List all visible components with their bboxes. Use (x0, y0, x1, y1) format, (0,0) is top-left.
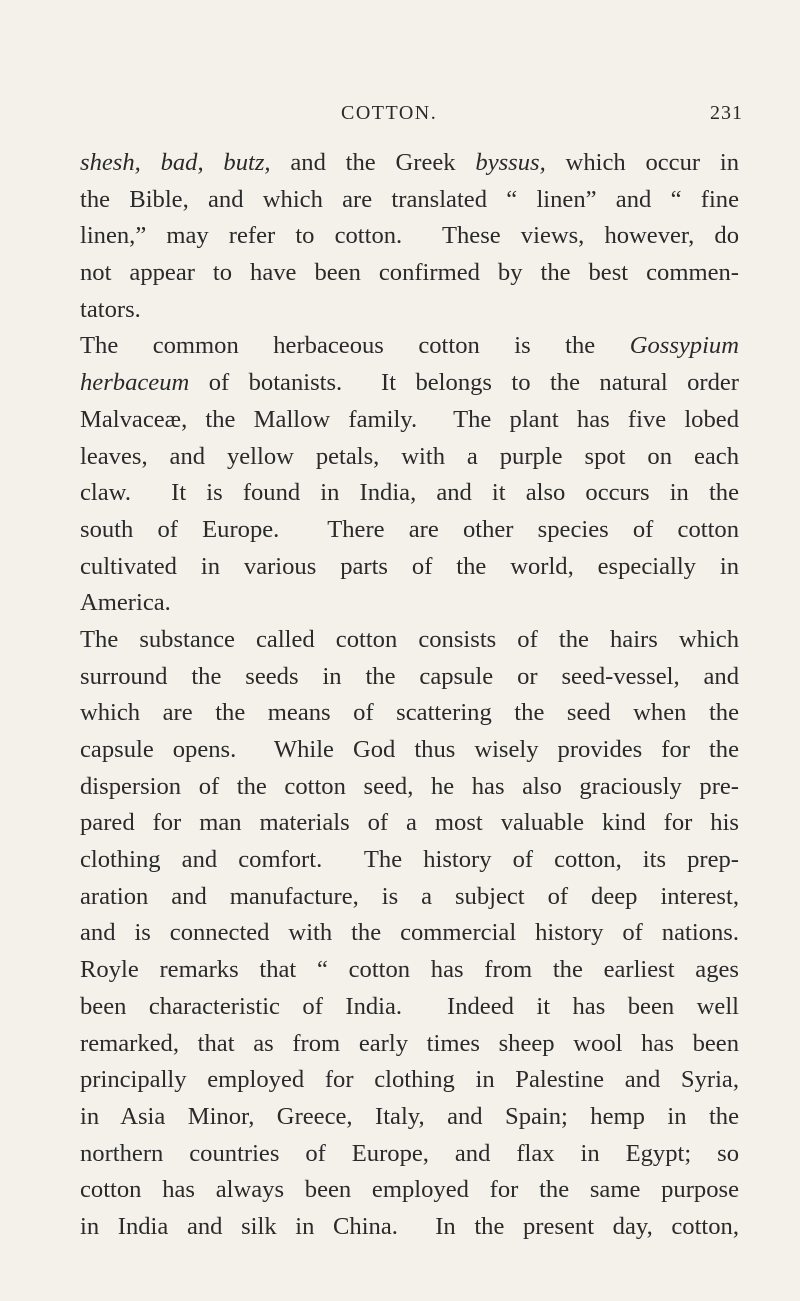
text-run: Malvaceæ, the Mallow family. The plant has five lobed (80, 405, 739, 433)
text-run: pared for man materials of a most valuable kind for his (80, 809, 739, 837)
italic-text: herbaceum (80, 369, 190, 397)
text-line (80, 255, 739, 292)
text-line (80, 1099, 739, 1136)
text-run: Royle remarks that “ cotton has from the earliest ages (80, 956, 739, 984)
text-line (80, 512, 739, 549)
text-line (80, 182, 739, 219)
text-run: the Bible, and which are translated “ linen” and “ fine (80, 185, 739, 213)
text-run: south of Europe. There are other species of cotton (80, 515, 739, 543)
text-run: cultivated in various parts of the world, especially in (80, 552, 739, 580)
text-run: leaves, and yellow petals, with a purple spot on each (80, 442, 739, 470)
italic-text: shesh, bad, butz, (80, 149, 271, 176)
text-line (80, 402, 739, 439)
text-line (80, 365, 739, 402)
text-line (80, 145, 739, 182)
text-run: principally employed for clothing in Palestine and Syria, (80, 1066, 739, 1094)
body-text (80, 145, 739, 1246)
text-line (80, 989, 739, 1026)
text-run: which are the means of scattering the seed when the (80, 699, 739, 727)
text-run: and is connected with the commercial history of nations. (80, 919, 739, 947)
text-line (80, 218, 739, 255)
text-line (80, 1026, 739, 1063)
text-run: dispersion of the cotton seed, he has also graciously pre- (80, 772, 739, 800)
text-run: America. (80, 589, 171, 617)
text-run: remarked, that as from early times sheep wool has been (80, 1029, 739, 1057)
text-line (80, 585, 739, 622)
text-run: tators. (80, 295, 141, 323)
text-run: in India and silk in China. In the present day, cotton, (80, 1212, 739, 1240)
text-line (80, 1062, 739, 1099)
text-line (80, 549, 739, 586)
text-line (80, 622, 739, 659)
text-line (80, 1136, 739, 1173)
text-run: of botanists. It belongs to the natural order (189, 369, 739, 397)
page-header (0, 100, 800, 132)
text-line (80, 952, 739, 989)
text-line (80, 1209, 739, 1246)
text-line (80, 732, 739, 769)
text-run: aration and manufacture, is a subject of deep interest, (80, 882, 739, 910)
text-run: northern countries of Europe, and flax in Egypt; so (80, 1139, 739, 1167)
text-run: not appear to have been confirmed by the best commen- (80, 259, 739, 287)
text-line (80, 915, 739, 952)
text-run: in Asia Minor, Greece, Italy, and Spain; hemp in the (80, 1102, 739, 1130)
text-line (80, 475, 739, 512)
text-line (80, 659, 739, 696)
text-run: clothing and comfort. The history of cotton, its prep- (80, 846, 739, 874)
text-line (80, 328, 739, 365)
text-run: capsule opens. While God thus wisely provides for the (80, 736, 739, 763)
text-run: claw. It is found in India, and it also occurs in the (80, 479, 739, 507)
text-line (80, 842, 739, 879)
text-run: The substance called cotton consists of the hairs which (80, 625, 739, 653)
text-line (80, 879, 739, 916)
text-run: The common herbaceous cotton is the (80, 332, 630, 360)
page-number: 231 (710, 102, 743, 124)
text-line (80, 695, 739, 732)
text-run: cotton has always been employed for the same purpose (80, 1176, 739, 1204)
text-run: and the Greek (270, 149, 476, 176)
italic-text: Gossypium (629, 332, 739, 360)
text-run: surround the seeds in the capsule or seed-vessel, and (80, 662, 739, 690)
text-line (80, 1172, 739, 1209)
text-line (80, 805, 739, 842)
text-line (80, 769, 739, 806)
text-line (80, 292, 739, 329)
text-line (80, 439, 739, 476)
text-run: been characteristic of India. Indeed it has been well (80, 992, 739, 1020)
text-run: which occur in (545, 149, 739, 176)
italic-text: byssus, (475, 149, 546, 176)
running-head: COTTON. (341, 102, 438, 124)
text-run: linen,” may refer to cotton. These views, however, do (80, 222, 739, 250)
